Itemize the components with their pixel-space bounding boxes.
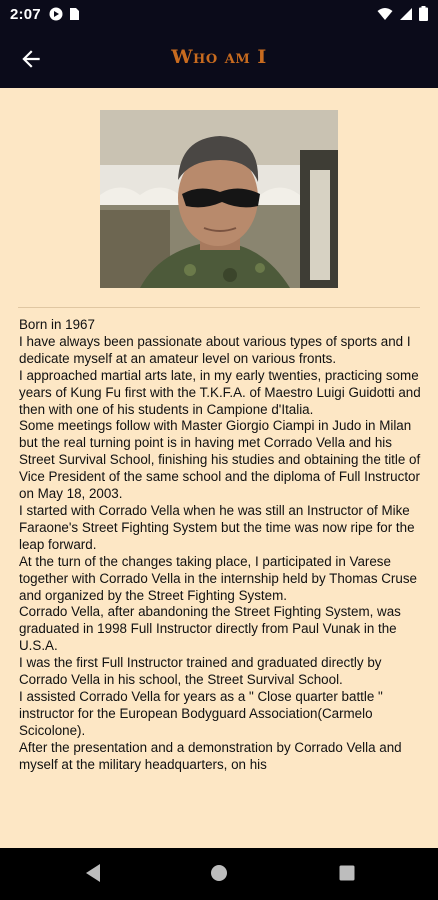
nav-recents-icon[interactable] <box>338 863 356 883</box>
bio-paragraph: Corrado Vella, after abandoning the Street Fighting System, was graduated in 1998 Full Instructor directly from Paul Vunak in the U.S.A. <box>19 604 401 654</box>
bio-paragraph: I assisted Corrado Vella for years as a " Close quarter battle " instructor for the European Bodyguard Association(Carmelo Scicolone). <box>19 688 383 738</box>
nav-home-icon[interactable] <box>210 863 228 883</box>
bio-paragraph: I approached martial arts late, in my early twenties, practicing some years of Kung Fu first with the T.K.F.A. of Maestro Luigi Guidotti and then with one of his students in Campione d'Italia. <box>19 367 421 417</box>
page-title: Who am I <box>171 46 267 68</box>
status-bar <box>0 0 438 28</box>
navigation-bar <box>0 848 438 900</box>
divider <box>18 307 420 308</box>
app-bar <box>0 28 438 88</box>
bio-paragraph: I started with Corrado Vella when he was still an Instructor of Mike Faraone's Street Fighting System but the time was now ripe for the leap forward. <box>19 502 415 552</box>
signal-icon <box>399 7 413 21</box>
sim-icon <box>69 7 80 21</box>
bio-paragraph: I have always been passionate about various types of sports and I dedicate myself at an amateur level on various fronts. <box>19 333 411 366</box>
bio-paragraph: At the turn of the changes taking place, I participated in Varese together with Corrado Vella in the internship held by Thomas Cruse and organized by the Street Fighting System. <box>19 553 417 603</box>
bio-paragraph: Born in 1967 <box>19 317 95 332</box>
bio-paragraph: After the presentation and a demonstration by Corrado Vella and myself at the military headquarters, on his <box>19 739 402 772</box>
battery-icon <box>419 6 428 21</box>
bio-paragraph: Some meetings follow with Master Giorgio Ciampi in Judo in Milan but the real turning point is in having met Corrado Vella and his Street Survival School, finishing his studies and obtaining the title of Vice President of the same school and the diploma of Full Instructor on May 18, 2003. <box>19 418 421 502</box>
profile-photo <box>100 110 338 288</box>
bio-paragraph: I was the first Full Instructor trained and graduated directly by Corrado Vella in his school, the Street Survival School. <box>19 655 382 688</box>
status-time: 2:07 <box>10 5 41 23</box>
media-icon <box>49 7 63 21</box>
biography-text <box>19 317 421 773</box>
nav-back-icon[interactable] <box>84 863 102 883</box>
content-area <box>0 88 438 848</box>
wifi-icon <box>377 7 393 21</box>
